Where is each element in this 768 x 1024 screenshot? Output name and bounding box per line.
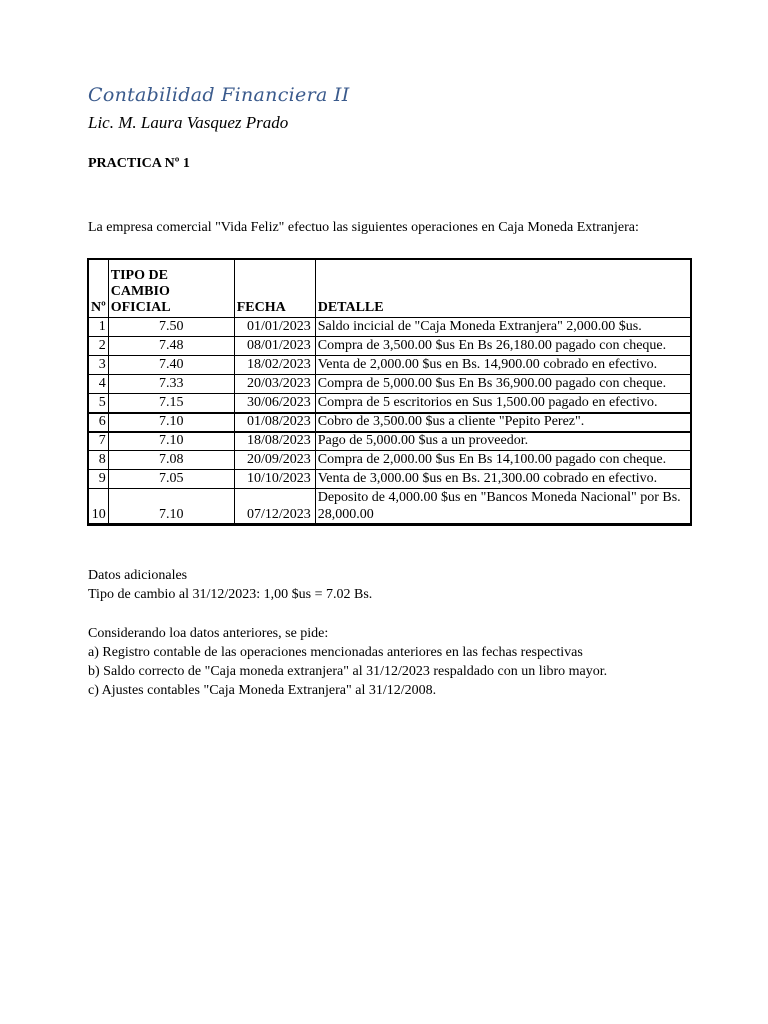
row-detail: Compra de 5,000.00 $us En Bs 36,900.00 pagado con cheque. <box>315 375 691 394</box>
row-date: 20/09/2023 <box>234 451 315 470</box>
row-rate: 7.05 <box>108 470 234 489</box>
row-rate: 7.15 <box>108 394 234 413</box>
operations-table <box>87 258 692 526</box>
row-detail: Compra de 3,500.00 $us En Bs 26,180.00 pagado con cheque. <box>315 337 691 356</box>
intro-text: La empresa comercial "Vida Feliz" efectuo las siguientes operaciones en Caja Moneda Extranjera: <box>88 220 639 235</box>
row-rate: 7.50 <box>108 318 234 337</box>
header-rate <box>108 259 234 318</box>
additional-data <box>88 566 372 604</box>
row-detail: Pago de 5,000.00 $us a un proveedor. <box>315 432 691 451</box>
table-row <box>88 489 691 525</box>
row-number: 6 <box>88 413 108 432</box>
row-rate: 7.48 <box>108 337 234 356</box>
requirements-intro: Considerando loa datos anteriores, se pide: <box>88 626 329 641</box>
row-rate: 7.10 <box>108 432 234 451</box>
author-name: Lic. M. Laura Vasquez Prado <box>88 113 289 132</box>
header-date: FECHA <box>234 259 315 318</box>
table-row <box>88 318 691 337</box>
table-row <box>88 451 691 470</box>
row-detail: Venta de 2,000.00 $us en Bs. 14,900.00 cobrado en efectivo. <box>315 356 691 375</box>
exchange-rate-note: Tipo de cambio al 31/12/2023: 1,00 $us = 7.02 Bs. <box>88 587 373 602</box>
header-no: Nº <box>88 259 108 318</box>
row-number: 4 <box>88 375 108 394</box>
row-number: 2 <box>88 337 108 356</box>
row-date: 18/08/2023 <box>234 432 315 451</box>
row-rate: 7.33 <box>108 375 234 394</box>
row-detail: Venta de 3,000.00 $us en Bs. 21,300.00 cobrado en efectivo. <box>315 470 691 489</box>
row-date: 30/06/2023 <box>234 394 315 413</box>
header-detail: DETALLE <box>315 259 691 318</box>
row-date: 07/12/2023 <box>234 489 315 525</box>
table-row <box>88 432 691 451</box>
row-date: 10/10/2023 <box>234 470 315 489</box>
row-number: 10 <box>88 489 108 525</box>
row-detail: Compra de 5 escritorios en Sus 1,500.00 pagado en efectivo. <box>315 394 691 413</box>
row-number: 3 <box>88 356 108 375</box>
row-date: 08/01/2023 <box>234 337 315 356</box>
table-row <box>88 356 691 375</box>
header-rate-line2: CAMBIO <box>110 284 170 299</box>
requirements <box>88 624 607 700</box>
requirement-item: c) Ajustes contables "Caja Moneda Extranjera" al 31/12/2008. <box>88 683 437 698</box>
row-date: 18/02/2023 <box>234 356 315 375</box>
table-row <box>88 337 691 356</box>
table-row <box>88 394 691 413</box>
row-number: 1 <box>88 318 108 337</box>
table-row <box>88 470 691 489</box>
row-number: 9 <box>88 470 108 489</box>
row-number: 5 <box>88 394 108 413</box>
course-title: Contabilidad Financiera II <box>88 84 350 106</box>
row-rate: 7.10 <box>108 489 234 525</box>
table-row <box>88 413 691 432</box>
table-header-row <box>88 259 691 318</box>
requirement-item: b) Saldo correcto de "Caja moneda extranjera" al 31/12/2023 respaldado con un libro mayor. <box>88 664 608 679</box>
row-rate: 7.40 <box>108 356 234 375</box>
row-number: 7 <box>88 432 108 451</box>
row-detail: Deposito de 4,000.00 $us en "Bancos Moneda Nacional" por Bs. 28,000.00 <box>315 489 691 525</box>
row-detail: Saldo incicial de "Caja Moneda Extranjera" 2,000.00 $us. <box>315 318 691 337</box>
row-rate: 7.08 <box>108 451 234 470</box>
row-detail: Cobro de 3,500.00 $us a cliente "Pepito Perez". <box>315 413 691 432</box>
row-date: 01/08/2023 <box>234 413 315 432</box>
requirement-item: a) Registro contable de las operaciones mencionadas anteriores en las fechas respectivas <box>88 645 583 660</box>
row-detail: Compra de 2,000.00 $us En Bs 14,100.00 pagado con cheque. <box>315 451 691 470</box>
row-number: 8 <box>88 451 108 470</box>
row-rate: 7.10 <box>108 413 234 432</box>
header-rate-line1: TIPO DE <box>110 268 168 283</box>
header-rate-line3: OFICIAL <box>110 300 171 315</box>
additional-title: Datos adicionales <box>88 568 188 583</box>
row-date: 20/03/2023 <box>234 375 315 394</box>
practice-title: PRACTICA Nº 1 <box>88 156 190 171</box>
row-date: 01/01/2023 <box>234 318 315 337</box>
table-row <box>88 375 691 394</box>
